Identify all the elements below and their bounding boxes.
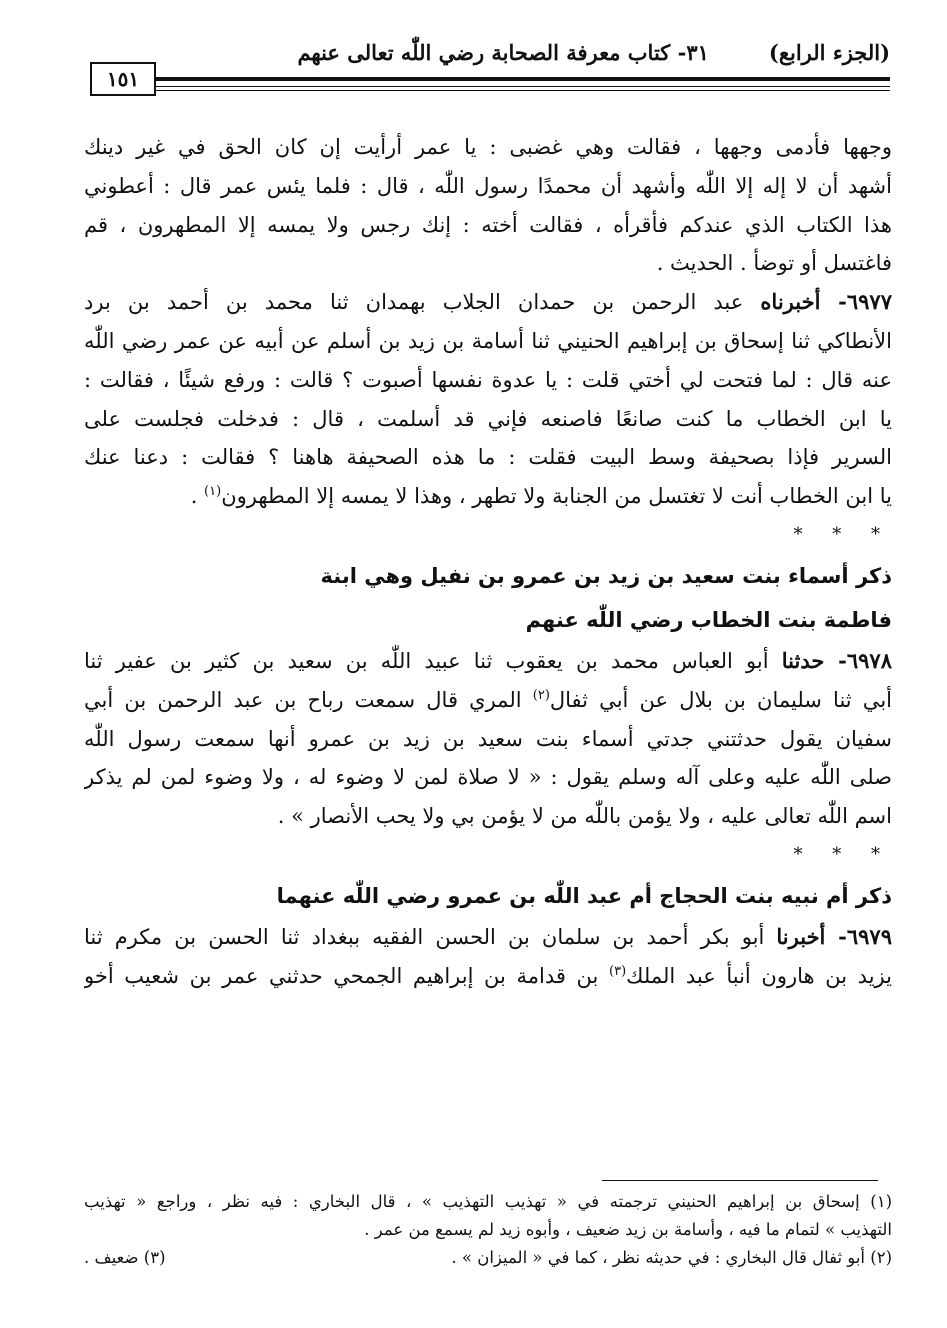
text-line: وجهها فأدمى وجهها ، فقالت وهي غضبى : يا عمر أرأيت إن كان الحق في غير دينك [84, 135, 892, 159]
section-heading: فاطمة بنت الخطاب رضي اللّٰه عنهم [525, 607, 892, 632]
section-separator: * * * [793, 843, 892, 865]
footnote-3: (٣) ضعيف . [84, 1248, 166, 1267]
section-heading: ذكر أسماء بنت سعيد بن زيد بن عمرو بن نفيل وهي ابنة [320, 563, 892, 588]
footnote-ref: (٣) [609, 963, 627, 979]
text-segment: بن قدامة بن إبراهيم الجمحي حدثني عمر بن شعيب أخو [84, 963, 599, 988]
text-segment: يزيد بن هارون أنبأ عبد الملك [626, 963, 892, 988]
footnote-2: (٢) أبو ثفال قال البخاري : في حديثه نظر ، كما في « الميزان » . [451, 1248, 892, 1267]
text-line: يا ابن الخطاب أنت لا تغتسل من الجنابة ولا تطهر ، وهذا لا يمسه إلا المطهرون$^{(١)}$ . [190, 484, 892, 509]
text-line: أشهد أن لا إله إلا اللّٰه وأشهد أن محمدًا رسول اللّٰه ، قال : فلما يئس عمر قال : أعطوني [84, 173, 892, 198]
text-line: عنه قال : لما فتحت لي أختي قلت : يا عدوة نفسها أصبوت ؟ قالت : ورفع شيئًا ، فقالت : [84, 367, 892, 392]
text-line: فاغتسل أو توضأ . الحديث . [656, 251, 892, 276]
header-rule-thick [152, 77, 890, 81]
text-line: السرير فإذا بصحيفة وسط البيت فقلت : ما هذه الصحيفة هاهنا ؟ فقالت : دعنا عنك [84, 445, 892, 470]
text-line: هذا الكتاب الذي عندكم فأقرأه ، فقالت أخته : إنك رجس ولا يمسه إلا المطهرون ، قم [84, 212, 892, 237]
header-rule-thin-second [152, 90, 890, 91]
text-segment: أبو بكر أحمد بن سلمان بن الحسن الفقيه ببغداد ثنا الحسن بن مكرم ثنا [84, 924, 765, 949]
text-line: يا ابن الخطاب ما كنت صانعًا فاصنعه فإني قد أسلمت ، قال : فدخلت فجلست على [84, 406, 892, 431]
page-number: ١٥١ [106, 67, 140, 91]
text-segment: عبد الرحمن بن حمدان الجلاب بهمدان ثنا محمد بن أحمد بن برد [84, 290, 744, 315]
footnote-ref: (٢) [532, 687, 550, 703]
footnote-rule [602, 1180, 878, 1181]
section-heading: ذكر أم نبيه بنت الحجاج أم عبد اللّٰه بن عمرو رضي اللّٰه عنهما [276, 883, 892, 908]
section-separator: * * * [793, 523, 892, 545]
hadith-6977-line [84, 283, 892, 322]
text-segment: أبو العباس محمد بن يعقوب ثنا عبيد اللّٰه بن سعيد بن كثير بن عفير ثنا [84, 648, 769, 673]
hadith-6979-line [84, 918, 892, 957]
hadith-number: ٦٩٧٩- أخبرنا [776, 923, 892, 949]
text-line [84, 681, 892, 720]
text-segment: أبي ثنا سليمان بن بلال عن أبي ثفال [549, 687, 892, 712]
text-line [84, 957, 892, 996]
footnote-1: (١) إسحاق بن إبراهيم الحنيني ترجمته في « تهذيب التهذيب » ، قال البخاري : فيه نظر ، وراجع « تهذيب [84, 1192, 892, 1211]
header-rule-thin [152, 86, 890, 87]
footnote-ref: (١) [204, 484, 222, 500]
running-title [90, 40, 890, 65]
page-header [90, 40, 890, 100]
text-line: صلى اللّٰه عليه وعلى آله وسلم يقول : « لا صلاة لمن لا وضوء له ، ولا وضوء لمن لم يذكر [84, 765, 892, 790]
text-line: سفيان يقول حدثتني جدتي أسماء بنت سعيد بن زيد بن عمرو أنها سمعت رسول اللّٰه [84, 726, 892, 751]
footnote-1-cont: التهذيب » لتمام ما فيه ، وأسامة بن زيد ضعيف ، وأبوه زيد لم يسمع من عمر . [364, 1220, 892, 1239]
footnotes [84, 1188, 892, 1272]
main-text [84, 128, 892, 996]
text-segment: المري قال سمعت رباح بن عبد الرحمن بن أبي [84, 687, 522, 712]
hadith-number: ٦٩٧٨- حدثنا [781, 647, 892, 673]
volume-label: (الجزء الرابع) [768, 40, 890, 65]
text-segment: يا ابن الخطاب أنت لا تغتسل من الجنابة ولا تطهر ، وهذا لا يمسه إلا المطهرون [221, 484, 892, 509]
hadith-number: ٦٩٧٧- أخبرناه [760, 289, 892, 315]
text-line: الأنطاكي ثنا إسحاق بن إبراهيم الحنيني ثنا أسامة بن زيد بن أسلم عن أبيه عن عمر رضي اللّٰه [84, 328, 892, 353]
hadith-6978-line [84, 642, 892, 681]
text-line: اسم اللّٰه تعالى عليه ، ولا يؤمن باللّٰه من لا يؤمن بي ولا يحب الأنصار » . [277, 804, 892, 829]
footnote-row [84, 1244, 892, 1272]
page-number-box [90, 62, 156, 96]
chapter-title: ٣١- كتاب معرفة الصحابة رضي اللّٰه تعالى عنهم [297, 40, 709, 65]
